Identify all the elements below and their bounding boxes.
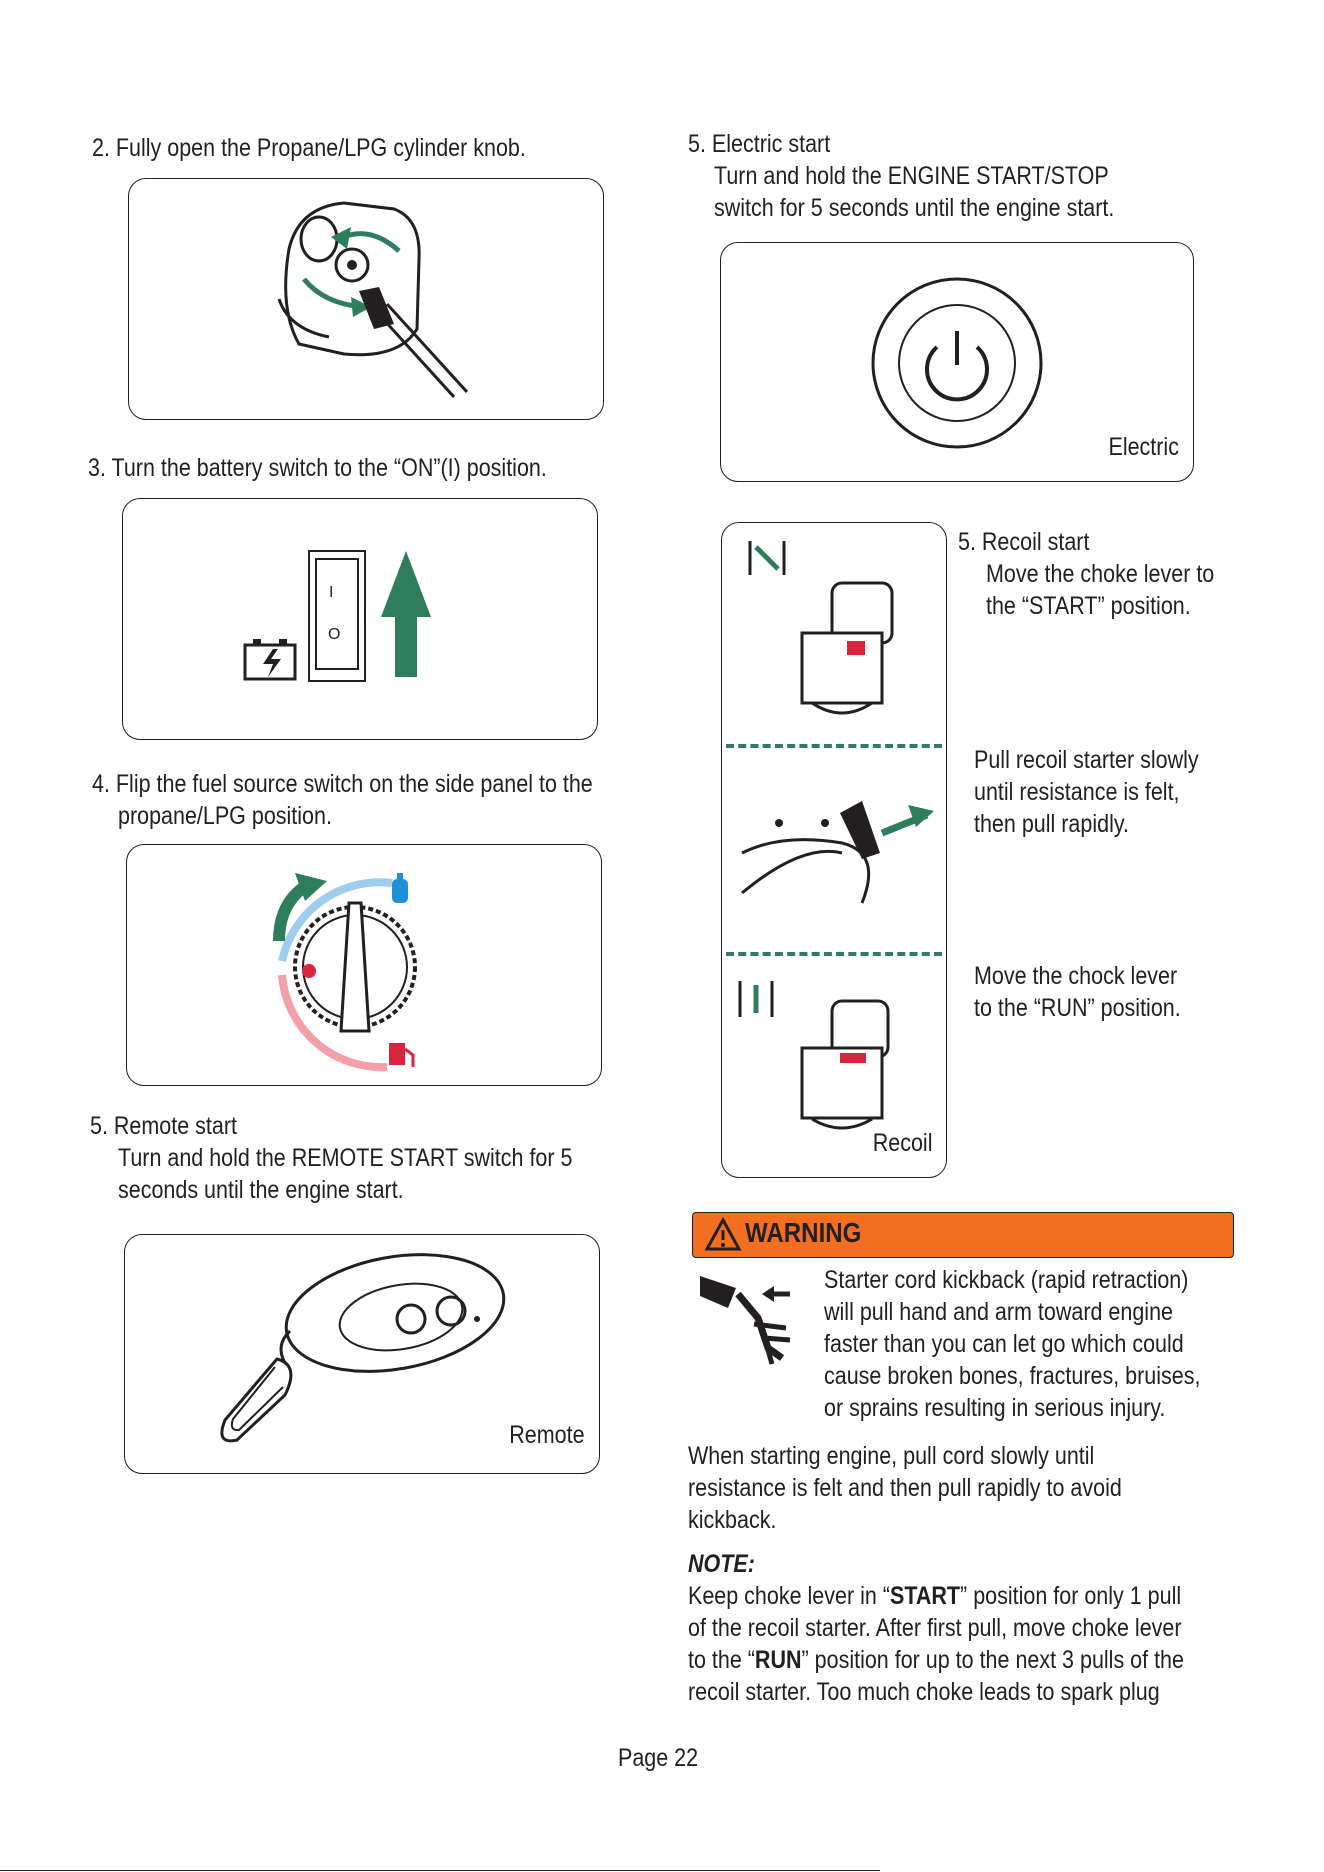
choke-lever-icon	[722, 523, 946, 1177]
note-line-3	[688, 1644, 1184, 1676]
fuel-selector-icon	[127, 845, 601, 1085]
step-5-remote-line-2: seconds until the engine start.	[118, 1176, 404, 1204]
note-line-1-post: ” position for only 1 pull	[960, 1582, 1182, 1610]
pull-recoil-line-3: then pull rapidly.	[974, 810, 1129, 838]
step-5-remote-title: 5. Remote start	[90, 1112, 237, 1140]
warning-line-5: or sprains resulting in serious injury.	[824, 1394, 1166, 1422]
cylinder-knob-figure	[128, 178, 604, 420]
body-line-1: When starting engine, pull cord slowly until	[688, 1442, 1095, 1470]
fuel-selector-figure	[126, 844, 602, 1086]
note-label: NOTE:	[688, 1550, 755, 1578]
pull-recoil-line-2: until resistance is felt,	[974, 778, 1180, 806]
battery-switch-figure	[122, 498, 598, 740]
remote-figure	[124, 1234, 600, 1474]
footer-rule	[0, 1870, 880, 1871]
body-line-2: resistance is felt and then pull rapidly to avoid	[688, 1474, 1122, 1502]
recoil-start-line-2: the “START” position.	[986, 592, 1191, 620]
warning-banner	[692, 1212, 1234, 1258]
step-2-text: 2. Fully open the Propane/LPG cylinder knob.	[92, 134, 526, 162]
recoil-divider-2	[726, 952, 942, 956]
switch-on-mark: I	[329, 584, 334, 601]
body-line-3: kickback.	[688, 1506, 777, 1534]
electric-start-figure	[720, 242, 1194, 482]
note-line-4: recoil starter. Too much choke leads to spark plug	[688, 1678, 1160, 1706]
pull-recoil-line-1: Pull recoil starter slowly	[974, 746, 1199, 774]
battery-switch-icon	[123, 499, 597, 739]
page-number: Page 22	[618, 1744, 699, 1772]
warning-triangle-icon	[705, 1217, 745, 1257]
recoil-start-line-1: Move the choke lever to	[986, 560, 1215, 588]
step-5-remote-line-1: Turn and hold the REMOTE START switch for 5	[118, 1144, 573, 1172]
recoil-divider-1	[726, 744, 942, 748]
recoil-start-title: 5. Recoil start	[958, 528, 1090, 556]
step-3-text: 3. Turn the battery switch to the “ON”(I) position.	[88, 454, 547, 482]
chock-lever-line-1: Move the chock lever	[974, 962, 1178, 990]
electric-start-line-1: Turn and hold the ENGINE START/STOP	[714, 162, 1109, 190]
note-line-1-pre: Keep choke lever in “	[688, 1582, 890, 1610]
note-run-bold: RUN	[754, 1646, 802, 1674]
note-line-3-post: ” position for up to the next 3 pulls of the	[801, 1646, 1184, 1674]
note-line-1	[688, 1580, 1181, 1612]
note-start-bold: START	[889, 1582, 961, 1610]
step-4-line-1: 4. Flip the fuel source switch on the side panel to the	[92, 770, 593, 798]
recoil-start-figure	[721, 522, 947, 1178]
warning-line-2: will pull hand and arm toward engine	[824, 1298, 1173, 1326]
warning-line-4: cause broken bones, fractures, bruises,	[824, 1362, 1201, 1390]
chock-lever-line-2: to the “RUN” position.	[974, 994, 1181, 1022]
remote-caption: Remote	[509, 1421, 585, 1449]
electric-start-line-2: switch for 5 seconds until the engine start.	[714, 194, 1115, 222]
electric-start-title: 5. Electric start	[688, 130, 831, 158]
warning-line-1: Starter cord kickback (rapid retraction)	[824, 1266, 1189, 1294]
warning-label: WARNING	[745, 1217, 862, 1248]
switch-off-mark: O	[328, 626, 341, 643]
recoil-caption: Recoil	[872, 1129, 932, 1157]
electric-caption: Electric	[1108, 433, 1179, 461]
warning-line-3: faster than you can let go which could	[824, 1330, 1184, 1358]
note-line-3-pre: to the “	[688, 1646, 755, 1674]
cylinder-knob-icon	[129, 179, 603, 419]
kickback-hand-icon	[698, 1268, 808, 1368]
step-4-line-2: propane/LPG position.	[118, 802, 332, 830]
note-line-2: of the recoil starter. After first pull, move choke lever	[688, 1614, 1182, 1642]
